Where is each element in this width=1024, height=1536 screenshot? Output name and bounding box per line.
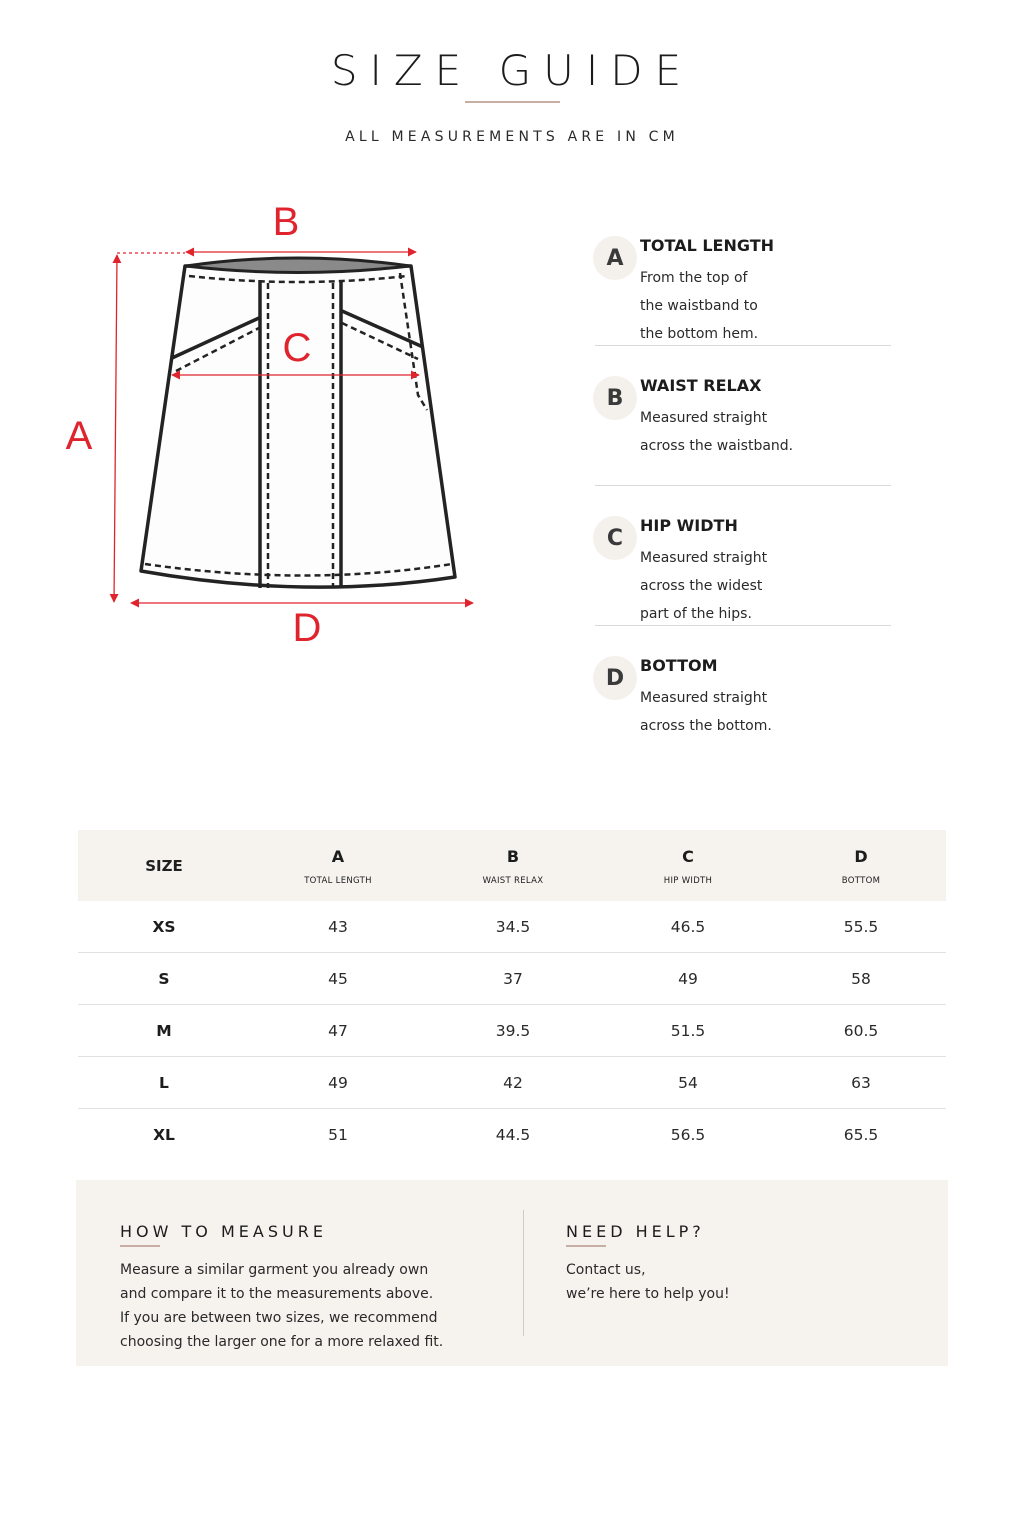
legend-badge: B bbox=[593, 376, 637, 420]
table-header-waist-relax: B WAIST RELAX bbox=[426, 830, 600, 901]
title-underline bbox=[465, 101, 560, 103]
size-cell: S bbox=[78, 953, 250, 1005]
legend-title: WAIST RELAX bbox=[640, 376, 762, 395]
table-row bbox=[78, 1057, 946, 1109]
value-cell: 34.5 bbox=[495, 917, 531, 936]
label-b: B bbox=[272, 200, 300, 244]
value-cell: 45 bbox=[250, 953, 426, 1005]
label-a: A bbox=[65, 414, 93, 458]
value-cell: 42 bbox=[426, 1057, 600, 1109]
value-cell: 46.5 bbox=[670, 917, 706, 936]
heading-underline bbox=[566, 1245, 606, 1247]
table-row bbox=[78, 1005, 946, 1057]
legend-description: Measured straight across the waistband. bbox=[640, 410, 794, 454]
legend-divider bbox=[595, 625, 891, 626]
value-cell: 37 bbox=[426, 953, 600, 1005]
label-d: D bbox=[292, 606, 322, 650]
legend-divider bbox=[595, 485, 891, 486]
value-cell: 63 bbox=[776, 1057, 946, 1109]
value-cell: 65.5 bbox=[776, 1109, 946, 1161]
table-row bbox=[78, 953, 946, 1005]
value-cell: 51.5 bbox=[600, 1005, 776, 1057]
legend-description: Measured straight across the bottom. bbox=[640, 690, 772, 734]
help-panel bbox=[76, 1180, 948, 1366]
value-cell: 51 bbox=[250, 1109, 426, 1161]
need-help-heading: NEED HELP? bbox=[566, 1222, 705, 1241]
legend-title: TOTAL LENGTH bbox=[640, 236, 775, 255]
value-cell: 54 bbox=[600, 1057, 776, 1109]
heading-underline bbox=[120, 1245, 160, 1247]
legend-badge: A bbox=[593, 236, 637, 280]
value-cell: 55.5 bbox=[843, 917, 879, 936]
legend-divider bbox=[595, 345, 891, 346]
size-cell: L bbox=[78, 1057, 250, 1109]
label-c: C bbox=[282, 326, 312, 370]
legend-description: From the top of the waistband to the bottom hem. bbox=[640, 270, 759, 342]
table-header-bottom: D BOTTOM bbox=[776, 830, 946, 901]
value-cell: 43 bbox=[328, 917, 348, 936]
size-table bbox=[78, 830, 946, 1160]
size-cell: XL bbox=[78, 1109, 250, 1161]
legend-badge: C bbox=[593, 516, 637, 560]
skirt-diagram bbox=[55, 195, 495, 655]
table-header-size: SIZE bbox=[78, 830, 250, 901]
value-cell: 60.5 bbox=[776, 1005, 946, 1057]
value-cell: 39.5 bbox=[426, 1005, 600, 1057]
how-to-measure-text: Measure a similar garment you already own and compare it to the measurements above. If you are between two sizes, we recommend choosing the larger one for a more relaxed fit. bbox=[120, 1262, 444, 1350]
skirt-outline bbox=[141, 258, 455, 588]
value-cell: 44.5 bbox=[426, 1109, 600, 1161]
value-cell: 58 bbox=[776, 953, 946, 1005]
value-cell: 47 bbox=[250, 1005, 426, 1057]
legend-description: Measured straight across the widest part of the hips. bbox=[640, 550, 768, 622]
legend-title: HIP WIDTH bbox=[640, 516, 738, 535]
page-subtitle: ALL MEASUREMENTS ARE IN CM bbox=[345, 129, 679, 145]
table-row bbox=[78, 1109, 946, 1161]
table-header-hip-width: C HIP WIDTH bbox=[600, 830, 776, 901]
page-title: SIZE GUIDE bbox=[330, 46, 694, 95]
table-header-row bbox=[78, 830, 946, 901]
size-cell: XS bbox=[152, 917, 176, 936]
value-cell: 49 bbox=[250, 1057, 426, 1109]
panel-divider bbox=[523, 1210, 524, 1336]
how-to-measure-heading: HOW TO MEASURE bbox=[120, 1222, 327, 1241]
table-row bbox=[78, 901, 946, 953]
need-help-text: Contact us, we’re here to help you! bbox=[566, 1262, 730, 1302]
size-cell: M bbox=[78, 1005, 250, 1057]
table-header-total-length: A TOTAL LENGTH bbox=[250, 830, 426, 901]
legend-badge: D bbox=[593, 656, 637, 700]
value-cell: 56.5 bbox=[600, 1109, 776, 1161]
value-cell: 49 bbox=[600, 953, 776, 1005]
legend-title: BOTTOM bbox=[640, 656, 718, 675]
